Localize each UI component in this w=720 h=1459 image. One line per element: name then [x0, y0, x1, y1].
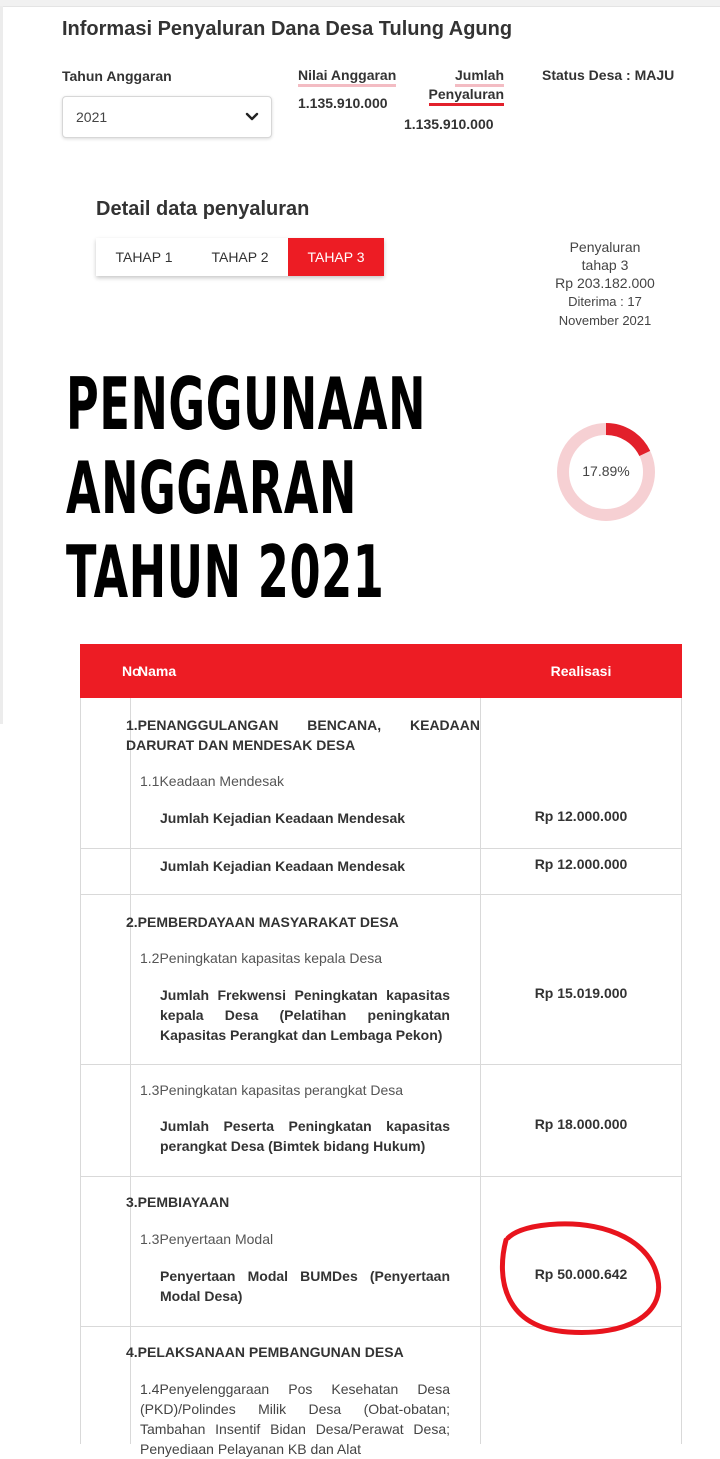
sub-category: 1.1Keadaan Mendesak	[140, 773, 284, 789]
highlight-circle	[498, 1218, 664, 1338]
nilai-anggaran-value: 1.135.910.000	[298, 95, 388, 111]
sub-category: 1.3Peningkatan kapasitas perangkat Desa	[140, 1082, 404, 1098]
info-received1: Diterima : 17	[568, 294, 642, 309]
tahun-anggaran-label: Tahun Anggaran	[62, 68, 172, 84]
top-border	[0, 0, 720, 7]
item-name: Jumlah Kejadian Keadaan Mendesak	[160, 810, 406, 826]
info-amount: Rp 203.182.000	[555, 275, 655, 291]
item-name: Jumlah Frekwensi Peningkatan kapasitas kepala Desa (Pelatihan peningkatan Kapasitas Perangkat dan Lembaga Pekon)	[160, 987, 450, 1043]
status-desa: Status Desa : MAJU	[542, 67, 675, 83]
left-border	[0, 6, 3, 724]
header-nama: Nama	[138, 663, 177, 679]
table-col-line-1	[130, 698, 131, 1444]
tab-tahap-3[interactable]: TAHAP 3	[288, 238, 384, 276]
group-title: 3.PEMBIAYAAN	[126, 1194, 230, 1210]
row-divider	[80, 894, 682, 895]
nilai-anggaran-label: Nilai Anggaran	[298, 67, 396, 83]
header-no: No	[122, 663, 141, 679]
page-title: Informasi Penyaluran Dana Desa Tulung Agung	[62, 18, 513, 40]
detail-title: Detail data penyaluran	[96, 198, 310, 220]
overlay-title	[66, 362, 426, 614]
item-name: Jumlah Peserta Peningkatan kapasitas perangkat Desa (Bimtek bidang Hukum)	[160, 1118, 450, 1154]
item-amount: Rp 15.019.000	[534, 985, 628, 1001]
table-header	[80, 644, 682, 698]
overlay-line1: PENGGUNAAN	[66, 362, 427, 446]
header-realisasi: Realisasi	[550, 663, 612, 679]
item-amount: Rp 12.000.000	[534, 808, 628, 824]
tahun-anggaran-select[interactable]	[62, 96, 272, 138]
jumlah-penyaluran-label: Jumlah Penyaluran	[404, 67, 504, 102]
item-amount: Rp 18.000.000	[534, 1116, 628, 1132]
group-title: 4.PELAKSANAAN PEMBANGUNAN DESA	[126, 1344, 404, 1360]
table-border-left	[80, 698, 81, 1444]
chevron-down-icon	[245, 111, 259, 123]
info-received2: November 2021	[558, 313, 652, 328]
donut-label: 17.89%	[582, 463, 630, 479]
sub-category: 1.4Penyelenggaraan Pos Kesehatan Desa (PKD)/Polindes Milik Desa (Obat-obatan; Tambahan Insentif Bidan Desa/Perawat Desa; Penyediaan Pelayanan KB dan Alat	[140, 1381, 450, 1457]
info-line2: tahap 3	[581, 257, 629, 273]
tab-tahap-2[interactable]: TAHAP 2	[211, 249, 269, 265]
jumlah-penyaluran-value: 1.135.910.000	[404, 116, 494, 132]
item-amount: Rp 50.000.642	[534, 1266, 628, 1282]
overlay-line3: TAHUN 2021	[66, 530, 385, 614]
row-divider	[80, 848, 682, 849]
item-name: Jumlah Kejadian Keadaan Mendesak	[160, 858, 406, 874]
donut-arc	[606, 429, 645, 453]
tahun-anggaran-value: 2021	[76, 109, 108, 125]
sub-category: 1.3Penyertaan Modal	[140, 1231, 274, 1247]
overlay-line2: ANGGARAN	[66, 446, 357, 530]
group-title: 2.PEMBERDAYAAN MASYARAKAT DESA	[126, 914, 399, 930]
item-amount: Rp 12.000.000	[534, 856, 628, 872]
penyaluran-info	[530, 238, 680, 330]
row-divider	[80, 1176, 682, 1177]
tab-tahap-1[interactable]: TAHAP 1	[115, 249, 173, 265]
item-name: Penyertaan Modal BUMDes (Penyertaan Modal Desa)	[160, 1268, 450, 1304]
group-title: 1.PENANGGULANGAN BENCANA, KEADAAN DARURAT DAN MENDESAK DESA	[126, 717, 480, 753]
info-line1: Penyaluran	[569, 239, 641, 255]
tahap-tabs	[96, 238, 384, 276]
row-divider	[80, 1064, 682, 1065]
sub-category: 1.2Peningkatan kapasitas kepala Desa	[140, 950, 383, 966]
